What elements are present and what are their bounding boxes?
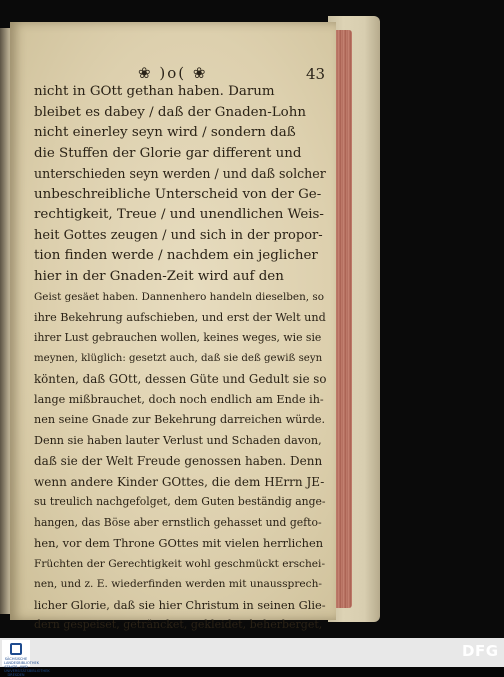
text-line: wenn andere Kinder GOttes, die dem HErrn JE- (34, 474, 325, 489)
text-line: daß sie der Welt Freude genossen haben. Denn (34, 454, 323, 468)
text-line: unbeschreibliche Unterscheid von der Ge- (34, 186, 322, 202)
text-line: su treulich nachgefolget, dem Guten beständig ange- (34, 495, 326, 508)
text-line: rechtigkeit, Treue / und unendlichen Weis- (34, 207, 324, 222)
body-text (34, 82, 326, 656)
text-line: hangen, das Böse aber ernstlich gehasset und gefto- (34, 515, 322, 529)
slub-logo[interactable] (2, 640, 50, 677)
text-line: bleibet es dabey / daß der Gnaden-Lohn (34, 104, 306, 120)
text-line: licher Glorie, daß sie hier Christum in seinen Glie- (34, 597, 326, 612)
text-line: nicht in GOtt gethan haben. Darum (34, 84, 275, 99)
text-line: meynen, klüglich: gesetzt auch, daß sie deß gewiß seyn (34, 352, 323, 364)
text-line: hen, vor dem Throne GOttes mit vielen herrlichen (34, 536, 324, 550)
text-line: heit Gottes zeugen / und sich in der propor- (34, 227, 323, 243)
page-number: 43 (306, 65, 326, 83)
text-line: könten, daß GOtt, dessen Güte und Gedult sie so (34, 372, 327, 386)
text-line: nen, und z. E. wiederfinden werden mit unaussprech- (34, 578, 323, 590)
text-line: dern gespeiset, geträncket, gekleidet, beherberget, (34, 618, 323, 631)
text-line: Geist gesäet haben. Dannenhero handeln dieselben, so (34, 291, 324, 303)
library-logo-text: SÄCHSISCHE LANDESBIBLIOTHEK STAATS- UND UNIVERSITÄTSBIBLIOTHEK DRESDEN (4, 657, 50, 677)
text-line: lange mißbrauchet, doch noch endlich am Ende ih- (34, 392, 324, 406)
book-page (10, 22, 336, 631)
text-line: nicht einerley seyn wird / sondern daß (34, 125, 296, 140)
text-line: ihrer Lust gebrauchen wollen, keines weges, wie sie (34, 331, 322, 344)
viewer-footer (0, 638, 504, 667)
header-ornament: ❀ )o( ❀ (138, 64, 208, 82)
text-line: unterschieden seyn werden / und daß solcher (34, 166, 326, 181)
text-line: hier in der Gnaden-Zeit wird auf den (34, 268, 284, 284)
text-line: nen seine Gnade zur Bekehrung darreichen würde. (34, 413, 326, 426)
dfg-logo[interactable]: DFG (462, 642, 499, 660)
text-line: Denn sie haben lauter Verlust und Schaden davon, (34, 433, 322, 447)
text-line: Früchten der Gerechtigkeit wohl geschmückt erschei- (34, 557, 326, 570)
text-line: ihre Bekehrung aufschieben, und erst der Welt und (34, 310, 326, 324)
library-logo-icon (10, 643, 22, 655)
text-line: tion finden werde / nachdem ein jeglicher (34, 248, 318, 263)
text-line: die Stuffen der Glorie gar different und (34, 145, 302, 161)
